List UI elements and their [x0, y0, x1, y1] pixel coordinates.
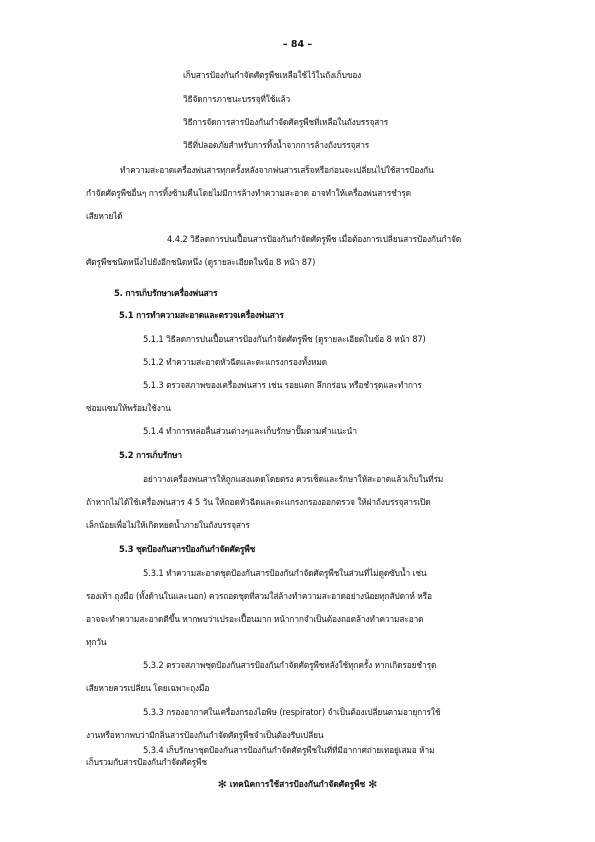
item-line: งานหรือหากพบว่ามีกลิ่นสารป้องกันกำจัดศัตรูพืชจำเป็นต้องรีบเปลี่ยน: [86, 730, 324, 740]
list-item: เก็บสารป้องกันกำจัดศัตรูพืชเหลือใช้ไว้ในถังเก็บของ: [183, 70, 362, 80]
item-line: อาจจะทำความสะอาดดีขึ้น หากพบว่าเปรอะเปื้อนมาก หน้ากากจำเป็นต้องถอดล้างทำความสะอาด: [86, 614, 424, 624]
paragraph-line: ทำความสะอาดเครื่องพ่นสารทุกครั้งหลังจากพ่นสารเสร็จหรือก่อนจะเปลี่ยนไปใช้สารป้องกัน: [120, 165, 434, 175]
item-5-1-4: 5.1.4 ทำการหล่อลื่นส่วนต่างๆและเก็บรักษาปั๊มตามคำแนะนำ: [143, 426, 357, 436]
section-5-heading: 5. การเก็บรักษาเครื่องพ่นสาร: [114, 288, 218, 298]
list-item: วิธีจัดการภาชนะบรรจุที่ใช้แล้ว: [183, 94, 291, 104]
footer-text: เทคนิคการใช้สารป้องกันกำจัดศัตรูพืช: [229, 779, 366, 789]
paragraph-line: กำจัดศัตรูพืชอื่นๆ การทิ้งซ้ามคืนโดยไม่มีการล้างทำความสะอาด อาจทำให้เครื่องพ่นสารชำรุด: [86, 188, 411, 198]
item-line: 5.3.2 ตรวจสภาพชุดป้องกันสารป้องกันกำจัดศัตรูพืชหลังใช้ทุกครั้ง หากเกิดรอยชำรุด: [143, 660, 437, 670]
list-item: วิธีที่ปลอดภัยสำหรับการทิ้งน้ำจากการล้างถังบรรจุสาร: [183, 140, 370, 150]
section-5-3-heading: 5.3 ชุดป้องกันสารป้องกันกำจัดศัตรูพืช: [119, 544, 256, 554]
item-line: 5.3.1 ทำความสะอาดชุดป้องกันสารป้องกันกำจัดศัตรูพืชในส่วนที่ไม่ดูดซับน้ำ เช่น: [143, 568, 427, 578]
star-icon: ✻: [217, 778, 227, 791]
paragraph-line: อย่าวางเครื่องพ่นสารให้ถูกแสงแดดโดยตรง ควรเช็ดและรักษาให้สะอาดแล้วเก็บในที่ร่ม: [143, 474, 444, 484]
footer: [0, 777, 595, 791]
item-line: 5.1.3 ตรวจสภาพของเครื่องพ่นสาร เช่น รอยแตก ลึกกร่อน หรือชำรุดและทำการ: [143, 380, 422, 390]
item-5-1-1: 5.1.1 วิธีลดการปนเปื้อนสารป้องกันกำจัดศัตรูพืช (ดูรายละเอียดในข้อ 8 หน้า 87): [143, 334, 426, 344]
section-5-2-heading: 5.2 การเก็บรักษา: [119, 450, 182, 460]
paragraph-line: ศัตรูพืชชนิดหนึ่งไปยังอีกชนิดหนึ่ง (ดูรายละเอียดในข้อ 8 หน้า 87): [86, 257, 316, 267]
star-icon: ✻: [368, 778, 378, 791]
paragraph-line: 4.4.2 วิธีลดการปนเปื้อนสารป้องกันกำจัดศัตรูพืช เมื่อต้องการเปลี่ยนสารป้องกันกำจัด: [167, 234, 462, 244]
item-line: เสียหายควรเปลี่ยน โดยเฉพาะถุงมือ: [86, 683, 210, 693]
list-item: วิธีการจัดการสารป้องกันกำจัดศัตรูพืชที่เหลือในถังบรรจุสาร: [183, 117, 389, 127]
item-line: 5.3.3 กรองอากาศในเครื่องกรองไอพิษ (respirator) จำเป็นต้องเปลี่ยนตามอายุการใช้: [143, 707, 441, 717]
section-5-1-heading: 5.1 การทำความสะอาดและตรวจเครื่องพ่นสาร: [119, 310, 284, 320]
paragraph-line: ถ้าหากไม่ได้ใช้เครื่องพ่นสาร 4 5 วัน ให้ถอดหัวฉีดและตะแกรงกรองออกตรวจ ให้ฝาถังบรรจุสารเปิด: [86, 497, 431, 507]
item-5-1-2: 5.1.2 ทำความสะอาดหัวฉีดและตะแกรงกรองทั้งหมด: [143, 357, 327, 367]
item-line: รองเท้า ถุงมือ (ทั้งด้านในและนอก) ควรถอดชุดที่สวมใส่ล้างทำความสะอาดอย่างน้อยทุกสัปดาห์ หรือ: [86, 591, 432, 601]
page-number: – 84 –: [282, 39, 313, 50]
paragraph-line: เสียหายได้: [86, 211, 123, 221]
item-line: ทุกวัน: [86, 637, 107, 647]
item-line: 5.3.4 เก็บรักษาชุดป้องกันสารป้องกันกำจัดศัตรูพืชในที่ที่มีอากาศถ่ายเทอยู่เสมอ ห้าม: [143, 745, 435, 755]
item-line: เก็บรวมกับสารป้องกันกำจัดศัตรูพืช: [86, 757, 207, 767]
paragraph-line: เล็กน้อยเพื่อไม่ให้เกิดหยดน้ำภายในถังบรรจุสาร: [86, 520, 250, 530]
item-line: ซ่อมแซมให้พร้อมใช้งาน: [86, 403, 171, 413]
